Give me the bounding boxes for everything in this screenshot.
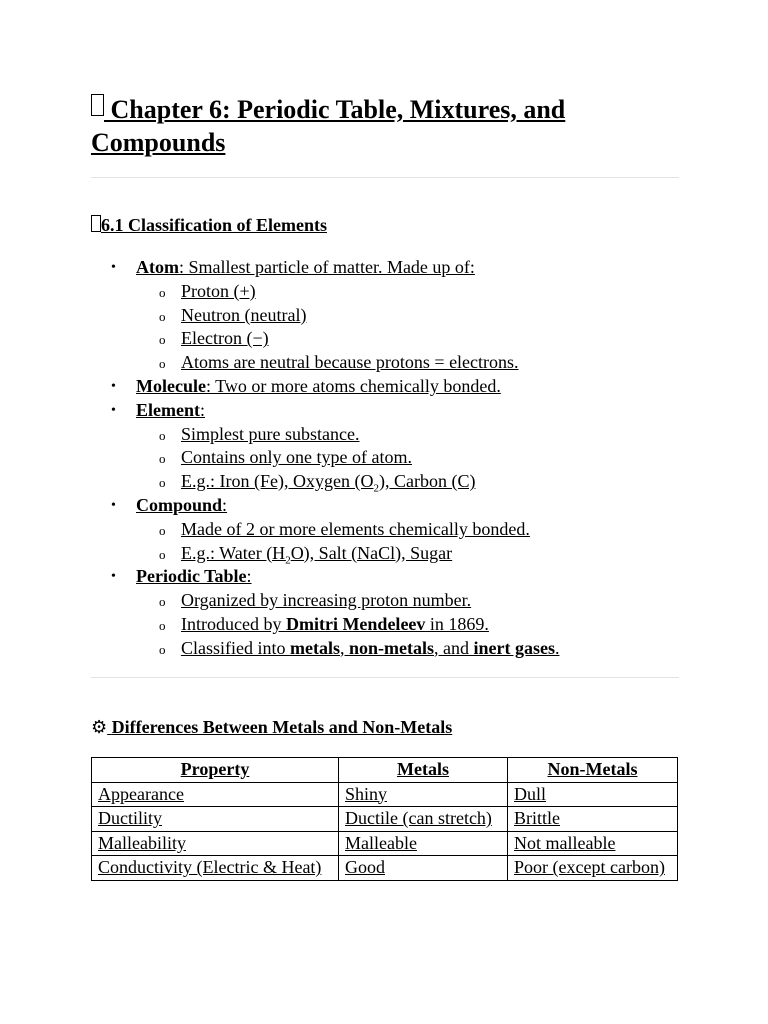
table-cell: Appearance: [92, 782, 339, 807]
divider: [91, 177, 679, 178]
sub-list-item: o Made of 2 or more elements chemically bonded.: [136, 518, 559, 542]
divider: [91, 677, 679, 678]
table-cell: Shiny: [339, 782, 508, 807]
table-row: [92, 807, 678, 832]
table-cell: Not malleable: [508, 831, 678, 856]
table-cell: Brittle: [508, 807, 678, 832]
section-heading-differences: ⚙ Differences Between Metals and Non-Metals: [91, 717, 453, 738]
table-cell: Malleable: [339, 831, 508, 856]
table-header-row: [92, 758, 678, 783]
sub-list-item: o Proton (+): [136, 280, 559, 304]
table-row: [92, 856, 678, 881]
section-heading-classification: 6.1 Classification of Elements: [91, 214, 327, 236]
sub-list-item: o Simplest pure substance.: [136, 423, 559, 447]
column-header: Non-Metals: [508, 758, 678, 783]
sub-list-item: o Organized by increasing proton number.: [136, 589, 559, 613]
table-cell: Conductivity (Electric & Heat): [92, 856, 339, 881]
page-title: Chapter 6: Periodic Table, Mixtures, and Compounds: [91, 95, 566, 157]
list-item: • Element: o Simplest pure substance. o Contains only one type of atom. o E.g.: Iron (Fe), Oxygen $(O_2)$, Carbon (C): [91, 399, 559, 494]
table-row: [92, 831, 678, 856]
sub-list-item: o Contains only one type of atom.: [136, 446, 559, 470]
column-header: Metals: [339, 758, 508, 783]
sub-list-item: o E.g.: Iron (Fe), Oxygen $(O_2)$, Carbon (C): [136, 470, 559, 494]
table-cell: Ductile (can stretch): [339, 807, 508, 832]
gear-icon: ⚙: [91, 717, 108, 738]
table-cell: Ductility: [92, 807, 339, 832]
sub-list-item: o Neutron (neutral): [136, 304, 559, 328]
list-item: • Molecule: Two or more atoms chemically bonded.: [91, 375, 559, 399]
table-row: [92, 782, 678, 807]
list-item: • Atom: Smallest particle of matter. Made up of: o Proton (+) o Neutron (neutral) o Electron (−) o Atoms are neutral because protons = electrons.: [91, 256, 559, 375]
table-cell: Poor (except carbon): [508, 856, 678, 881]
table-cell: Dull: [508, 782, 678, 807]
sub-list-item: o Classified into metals, non-metals, and inert gases.: [136, 637, 559, 661]
sub-list-item: o Electron (−): [136, 327, 559, 351]
table-cell: Malleability: [92, 831, 339, 856]
missing-glyph-icon: [91, 215, 101, 232]
sub-list-item: o E.g.: Water $(H_2O)$, Salt (NaCl), Sugar: [136, 542, 559, 566]
table-cell: Good: [339, 856, 508, 881]
list-item: • Compound: o Made of 2 or more elements chemically bonded. o E.g.: Water $(H_2O)$, Salt (NaCl), Sugar: [91, 494, 559, 565]
column-header: Property: [92, 758, 339, 783]
sub-list-item: o Atoms are neutral because protons = electrons.: [136, 351, 559, 375]
missing-glyph-icon: [91, 94, 104, 116]
sub-list-item: o Introduced by Dmitri Mendeleev in 1869.: [136, 613, 559, 637]
classification-list: [91, 256, 559, 661]
metals-nonmetals-table: [91, 757, 678, 881]
list-item: • Periodic Table: o Organized by increasing proton number. o Introduced by Dmitri Mendeleev in 1869. o Classified into metals, non-metals, and inert gases.: [91, 565, 559, 660]
